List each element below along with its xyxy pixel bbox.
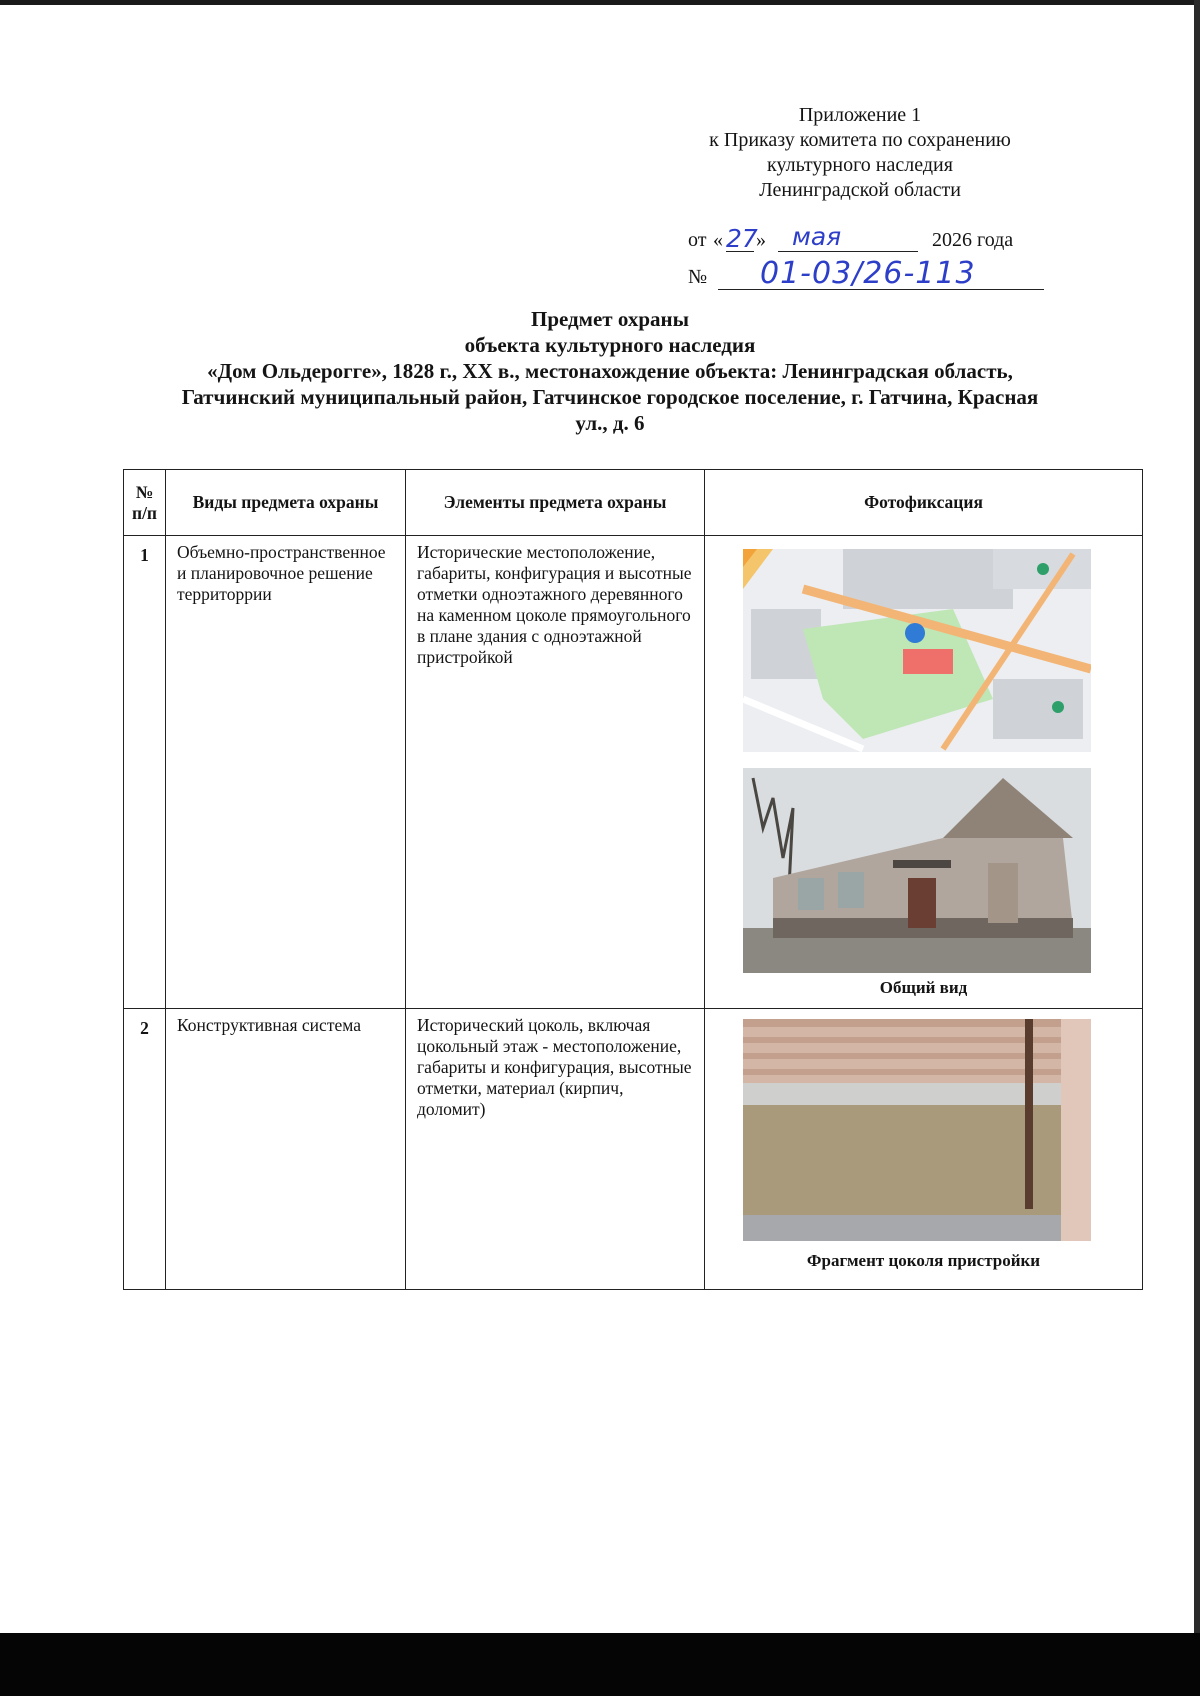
row-photo-cell [705,536,1143,1009]
title-line: объекта культурного наследия [464,333,756,357]
attachment-line: к Приказу комитета по сохранению [709,129,1011,151]
row-elements: Исторические местоположение, габариты, конфигурация и высотные отметки одноэтажного деревянного на каменном цоколе прямоугольного в плане здания с одноэтажной пристройкой [406,536,705,1009]
document-title [110,306,1110,436]
title-line: «Дом Ольдерогге», 1828 г., XX в., местонахождение объекта: Ленинградская область, [207,359,1013,383]
order-number-line [688,258,1048,294]
quote-close: » [756,229,766,251]
header-types: Виды предмета охраны [166,470,406,536]
title-line: Предмет охраны [530,307,690,331]
scan-top-edge [0,0,1200,5]
row-type: Конструктивная система [166,1009,406,1290]
order-date-line [688,222,1048,257]
map-location-marker [905,623,925,643]
header-elements: Элементы предмета охраны [406,470,705,536]
photo-caption: Фрагмент цоколя пристройки [806,1251,1041,1270]
year-label: 2026 года [932,229,1014,251]
row-number: 2 [124,1009,166,1290]
month-underline [778,251,918,252]
location-map-image [743,549,1091,752]
title-line: Гатчинский муниципальный район, Гатчинское городское поселение, г. Гатчина, Красная [181,385,1039,409]
number-label: № [688,266,708,288]
header-photo: Фотофиксация [705,470,1143,536]
protection-subject-table [123,469,1143,1290]
scan-bottom-band [0,1633,1200,1696]
row-number: 1 [124,536,166,1009]
map-building-marker [903,649,953,674]
handwritten-number: 01-03/26-113 [760,256,976,291]
handwritten-day: 27 [726,224,758,253]
attachment-line: Ленинградской области [759,179,961,201]
row-photo-cell [705,1009,1143,1290]
building-general-view-photo [743,768,1091,973]
scan-right-edge [1194,0,1200,1696]
plinth-fragment-photo [743,1019,1091,1241]
table-header-row [124,470,1143,536]
attachment-line: Приложение 1 [798,104,922,126]
from-label: от [688,229,707,251]
handwritten-month: мая [792,222,842,251]
attachment-header [640,103,1080,203]
row-type: Объемно-пространственное и планировочное решение территоррии [166,536,406,1009]
header-number: № п/п [124,470,166,536]
table-row [124,536,1143,1009]
attachment-line: культурного наследия [767,154,953,176]
table-row [124,1009,1143,1290]
title-line: ул., д. 6 [575,411,645,435]
row-elements: Исторический цоколь, включая цокольный этаж - местоположение, габариты и конфигурация, высотные отметки, материал (кирпич, доломит) [406,1009,705,1290]
quote-open: « [713,229,723,251]
photo-caption: Общий вид [879,978,968,997]
